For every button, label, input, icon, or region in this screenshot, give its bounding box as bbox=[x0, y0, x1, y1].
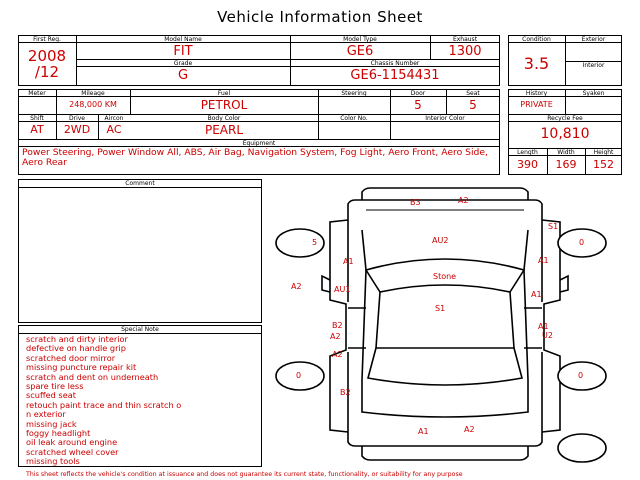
length-label: Length bbox=[517, 148, 538, 156]
damage-mark: S1 bbox=[435, 304, 446, 313]
first-reg-month: /12 bbox=[34, 63, 60, 81]
width-label: Width bbox=[557, 148, 575, 156]
tire-mark: 5 bbox=[312, 238, 318, 247]
length-value: 390 bbox=[517, 158, 538, 171]
body-color-label: Body Color bbox=[207, 114, 241, 122]
shift-label: Shift bbox=[30, 114, 44, 122]
damage-mark: A2 bbox=[330, 332, 341, 341]
special-notes-list bbox=[26, 335, 266, 467]
mileage-label: Mileage bbox=[81, 89, 105, 97]
condition-label: Condition bbox=[522, 35, 551, 43]
color-no-label: Color No. bbox=[340, 114, 368, 122]
history-label: History bbox=[525, 89, 548, 97]
special-note-item: scratched door mirror bbox=[26, 352, 116, 363]
exterior-label: Exterior bbox=[581, 35, 606, 43]
recycle-fee-label: Recycle Fee bbox=[547, 114, 583, 122]
model-name-label: Model Name bbox=[164, 35, 202, 43]
fuel-value: PETROL bbox=[200, 98, 248, 112]
special-note-item: oil leak around engine bbox=[26, 437, 118, 448]
special-note-item: retouch paint trace and thin scratch o bbox=[26, 399, 182, 410]
equipment-value: Power Steering, Power Window All, ABS, Air Bag, Navigation System, Fog Light, Aero Front, Aero Side, Aero Rear bbox=[22, 147, 488, 169]
special-note-item: missing tools bbox=[26, 456, 80, 467]
exhaust-label: Exhaust bbox=[452, 35, 478, 43]
special-note-item: missing jack bbox=[26, 418, 77, 429]
damage-mark: A2 bbox=[291, 282, 302, 291]
damage-mark: U2 bbox=[542, 331, 553, 340]
syaken-label: Syaken bbox=[582, 89, 605, 97]
damage-mark: A1 bbox=[343, 257, 354, 266]
special-note-item: scratch and dirty interior bbox=[26, 334, 128, 344]
steering-label: Steering bbox=[341, 89, 367, 97]
damage-mark: B2 bbox=[340, 388, 351, 397]
special-note-item: scratch and dent on underneath bbox=[26, 371, 159, 382]
seat-label: Seat bbox=[466, 89, 480, 97]
damage-mark: A1 bbox=[418, 427, 429, 436]
comment-label: Comment bbox=[125, 180, 155, 187]
damage-mark: S1 bbox=[548, 222, 559, 231]
condition-value: 3.5 bbox=[523, 54, 550, 73]
special-note-item: defective on handle grip bbox=[26, 343, 126, 354]
interior-color-label: Interior Color bbox=[425, 114, 465, 122]
special-note-label: Special Note bbox=[121, 326, 159, 333]
damage-mark: A1 bbox=[538, 256, 549, 265]
comment-box bbox=[18, 179, 262, 323]
model-type-value: GE6 bbox=[346, 44, 374, 59]
damage-mark: A2 bbox=[332, 350, 343, 359]
spare-tire bbox=[558, 434, 606, 462]
tire-mark: 0 bbox=[296, 371, 302, 380]
model-type-label: Model Type bbox=[343, 35, 377, 43]
height-label: Height bbox=[593, 148, 614, 156]
first-reg-label: First Reg. bbox=[33, 35, 61, 43]
damage-mark: A2 bbox=[464, 425, 475, 434]
seat-value: 5 bbox=[469, 98, 477, 112]
mileage-value: 248,000 KM bbox=[69, 100, 117, 109]
equipment-label: Equipment bbox=[242, 139, 276, 147]
special-note-item: missing puncture repair kit bbox=[26, 362, 137, 373]
drive-value: 2WD bbox=[63, 123, 91, 136]
recycle-fee-value: 10,810 bbox=[540, 126, 590, 142]
tire-mark: 0 bbox=[579, 238, 585, 247]
chassis-number-label: Chassis Number bbox=[370, 59, 420, 67]
car-diagram bbox=[270, 180, 632, 472]
exhaust-value: 1300 bbox=[448, 44, 482, 59]
chassis-number-value: GE6-1154431 bbox=[350, 68, 440, 83]
meter-label: Meter bbox=[28, 89, 46, 97]
damage-mark: B3 bbox=[410, 198, 421, 207]
damage-mark: B2 bbox=[332, 321, 343, 330]
damage-mark: A1 bbox=[538, 322, 549, 331]
special-note-item: n exterior bbox=[26, 409, 66, 420]
aircon-label: Aircon bbox=[104, 114, 124, 122]
door-label: Door bbox=[410, 89, 426, 97]
body-color-value: PEARL bbox=[204, 123, 244, 137]
disclaimer-footer: This sheet reflects the vehicle's condition at issuance and does not guarantee its current state, functionality, or suitability for any purpose bbox=[26, 471, 463, 478]
grade-value: G bbox=[177, 68, 189, 83]
damage-mark: AU2 bbox=[432, 236, 449, 245]
history-value: PRIVATE bbox=[520, 100, 553, 109]
width-value: 169 bbox=[555, 158, 577, 171]
damage-mark: Stone bbox=[433, 272, 457, 281]
first-reg-year: 2008 bbox=[27, 47, 67, 65]
shift-value: AT bbox=[30, 123, 44, 136]
aircon-value: AC bbox=[106, 123, 122, 136]
height-value: 152 bbox=[593, 158, 614, 171]
damage-mark: A1 bbox=[531, 290, 542, 299]
page-title: Vehicle Information Sheet bbox=[217, 8, 423, 26]
tire-mark: 0 bbox=[578, 371, 584, 380]
special-note-item: scuffed seat bbox=[26, 390, 76, 401]
special-note-item: spare tire less bbox=[26, 381, 84, 392]
damage-mark: AU1 bbox=[334, 285, 351, 294]
special-note-item: foggy headlight bbox=[26, 428, 91, 439]
door-value: 5 bbox=[414, 98, 422, 112]
drive-label: Drive bbox=[69, 114, 85, 122]
model-name-value: FIT bbox=[173, 44, 193, 59]
fuel-label: Fuel bbox=[217, 89, 231, 97]
interior-label: Interior bbox=[582, 61, 605, 69]
grade-label: Grade bbox=[173, 59, 193, 67]
damage-mark: A2 bbox=[458, 196, 469, 205]
special-note-item: scratched wheel cover bbox=[26, 446, 119, 457]
